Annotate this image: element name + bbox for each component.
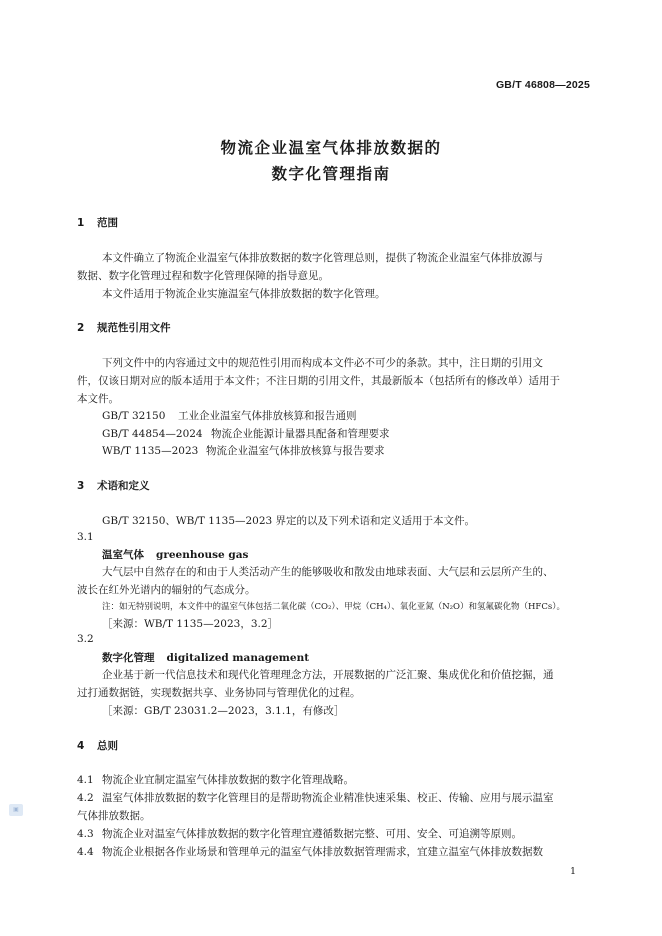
section-number: 4	[77, 740, 85, 752]
section-1-para-1-line-1: 本文件确立了物流企业温室气体排放数据的数字化管理总则，提供了物流企业温室气体排放源与	[102, 252, 543, 264]
page-number: 1	[569, 866, 576, 877]
clause-number: 4.1	[77, 774, 94, 786]
section-title: 术语和定义	[97, 480, 150, 492]
term-note: 注：如无特别说明，本文件中的温室气体包括二氧化碳（CO₂）、甲烷（CH₄）、氧化亚氮（N₂O）和氢氟碳化物（HFCs）。	[102, 602, 565, 612]
section-2-para-line-1: 下列文件中的内容通过文中的规范性引用而构成本文件必不可少的条款。其中，注日期的引用文	[102, 357, 543, 369]
term-name	[102, 547, 248, 562]
clause	[77, 790, 554, 805]
clause-number: 4.2	[77, 792, 94, 804]
term-definition-line-2: 过打通数据链，实现数据共享、业务协同与管理优化的过程。	[77, 687, 361, 699]
normative-reference	[102, 408, 357, 423]
clause-number: 4.4	[77, 846, 94, 858]
clause-text: 物流企业对温室气体排放数据的数字化管理宜遵循数据完整、可用、安全、可追溯等原则。	[102, 828, 522, 840]
section-3-heading	[77, 478, 150, 493]
clause-number: 4.3	[77, 828, 94, 840]
reference-code: GB/T 32150	[102, 410, 166, 422]
section-1-para-2: 本文件适用于物流企业实施温室气体排放数据的数字化管理。	[102, 288, 386, 300]
term-source: ［来源：GB/T 23031.2—2023，3.1.1，有修改］	[102, 705, 345, 717]
term-number: 3.2	[77, 633, 94, 645]
reference-title: 物流企业能源计量器具配备和管理要求	[211, 428, 390, 440]
section-1-heading	[77, 215, 118, 230]
normative-reference	[102, 443, 385, 458]
term-chinese: 温室气体	[102, 549, 144, 561]
section-title: 规范性引用文件	[97, 322, 171, 334]
reference-title: 物流企业温室气体排放核算与报告要求	[206, 445, 385, 457]
section-1-para-1-line-2: 数据、数字化管理过程和数字化管理保障的指导意见。	[77, 270, 329, 282]
term-english: greenhouse gas	[156, 549, 249, 561]
clause	[77, 844, 543, 859]
term-number: 3.1	[77, 531, 94, 543]
term-definition-line-1: 企业基于新一代信息技术和现代化管理理念方法，开展数据的广泛汇聚、集成优化和价值挖掘，通	[102, 669, 554, 681]
clause-text: 物流企业宜制定温室气体排放数据的数字化管理战略。	[102, 774, 354, 786]
document-title-line2: 数字化管理指南	[271, 165, 391, 183]
clause-text: 温室气体排放数据的数字化管理目的是帮助物流企业精准快速采集、校正、传输、应用与展示温室	[102, 792, 554, 804]
section-title: 总则	[97, 740, 118, 752]
section-4-heading	[77, 738, 118, 753]
term-source: ［来源：WB/T 1135—2023，3.2］	[102, 618, 279, 630]
section-number: 2	[77, 322, 85, 334]
reference-title: 工业企业温室气体排放核算和报告通则	[178, 410, 357, 422]
section-2-para-line-2: 件，仅该日期对应的版本适用于本文件；不注日期的引用文件，其最新版本（包括所有的修改单）适用于	[77, 375, 560, 387]
standard-code: GB/T 46808—2025	[495, 79, 590, 91]
normative-reference	[102, 426, 390, 441]
document-title-line1: 物流企业温室气体排放数据的	[220, 139, 442, 157]
term-chinese: 数字化管理	[102, 652, 155, 664]
term-definition-line-1: 大气层中自然存在的和由于人类活动产生的能够吸收和散发由地球表面、大气层和云层所产生的、	[102, 566, 554, 578]
term-definition-line-2: 波长在红外光谱内的辐射的气态成分。	[77, 584, 256, 596]
clause	[77, 772, 354, 787]
term-name	[102, 650, 309, 665]
clause	[77, 826, 522, 841]
section-number: 3	[77, 480, 85, 492]
term-english: digitalized management	[166, 652, 310, 664]
clause-continuation: 气体排放数据。	[77, 810, 151, 822]
section-2-para-line-3: 本文件。	[77, 393, 119, 405]
reference-code: WB/T 1135—2023	[102, 445, 199, 457]
reference-code: GB/T 44854—2024	[102, 428, 203, 440]
section-title: 范围	[97, 217, 118, 229]
section-2-heading	[77, 320, 171, 335]
side-stamp-icon: ▣	[9, 804, 23, 816]
section-number: 1	[77, 217, 85, 229]
clause-text: 物流企业根据各作业场景和管理单元的温室气体排放数据管理需求，宜建立温室气体排放数据数	[102, 846, 543, 858]
section-3-intro: GB/T 32150、WB/T 1135—2023 界定的以及下列术语和定义适用于本文件。	[102, 515, 476, 527]
